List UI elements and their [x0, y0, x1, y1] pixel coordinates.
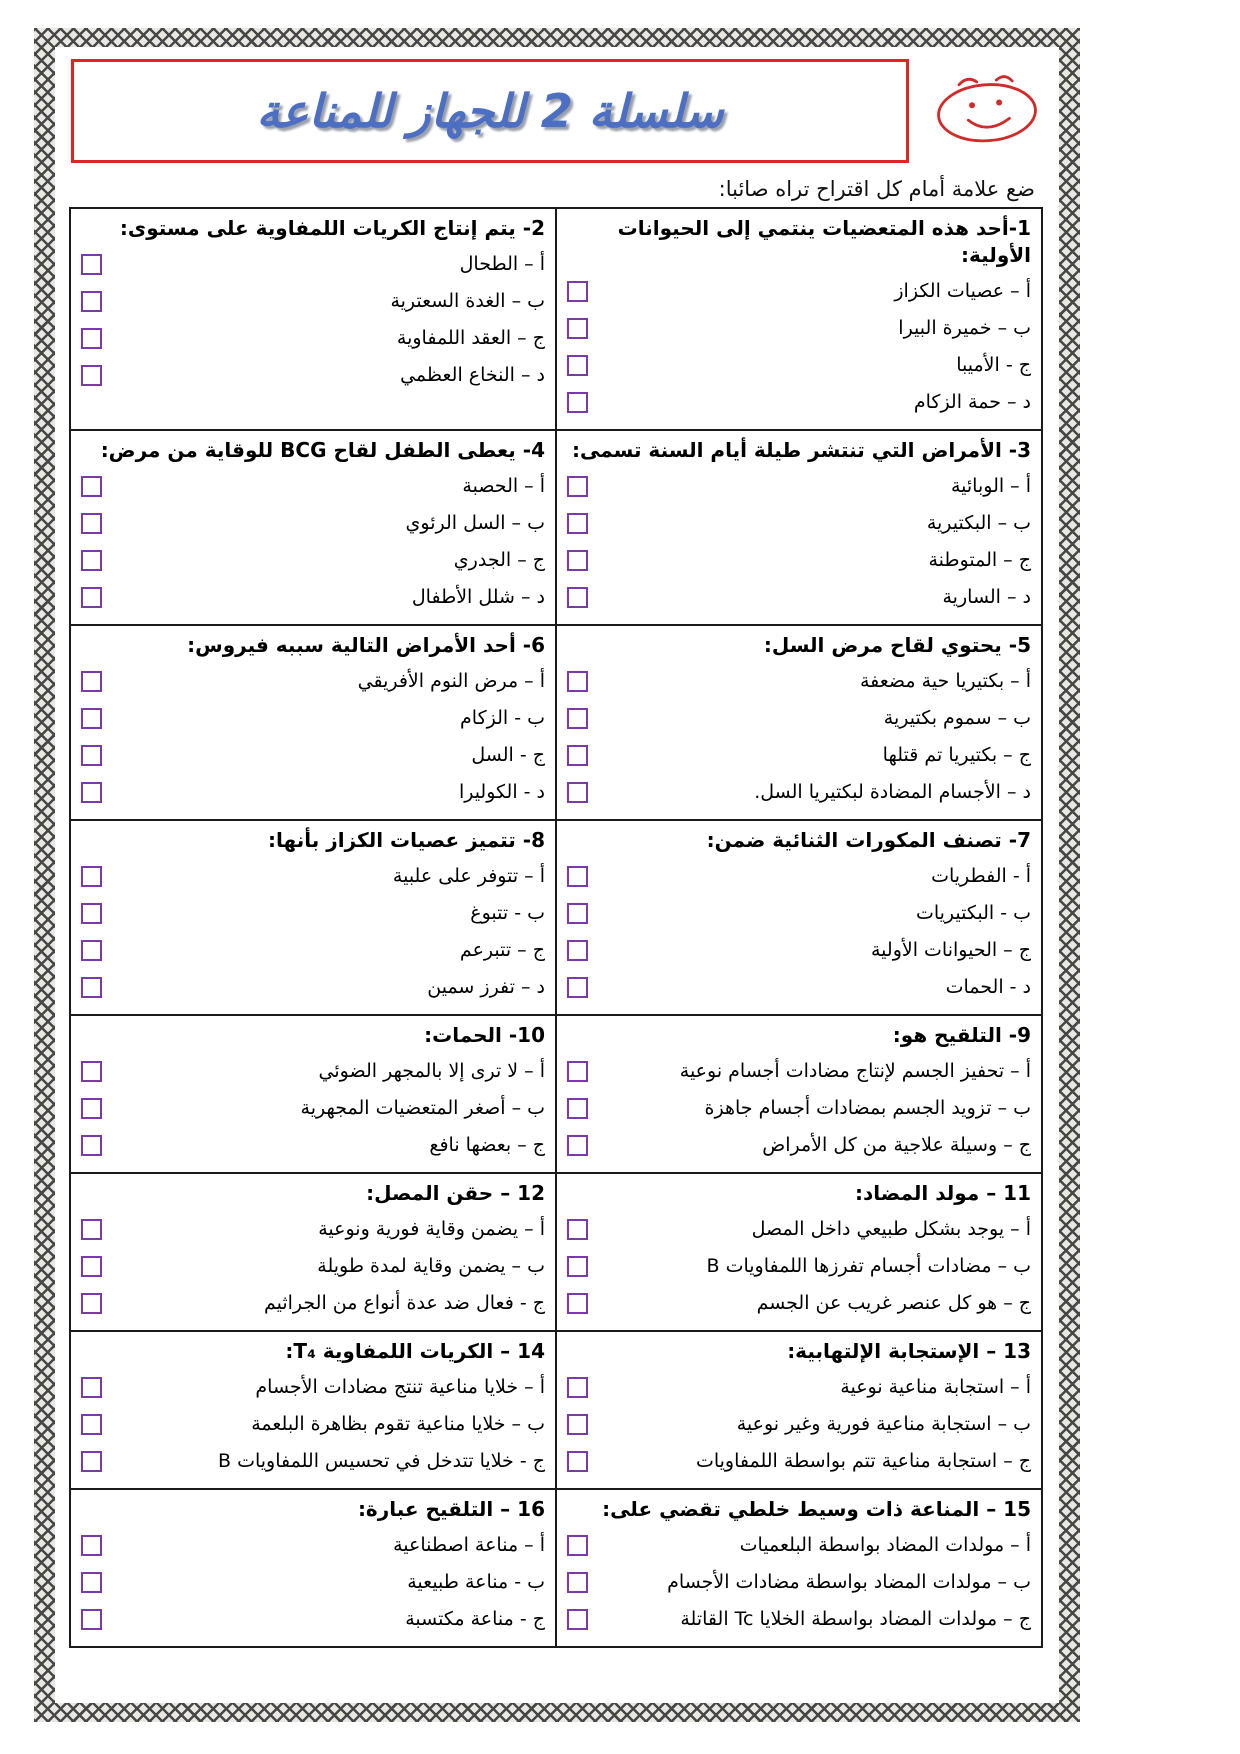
- option-row: [79, 505, 547, 542]
- option-row: [79, 737, 547, 774]
- option-row: [79, 1369, 547, 1406]
- smiley-doodle-icon: [931, 67, 1043, 151]
- question-cell: [556, 1173, 1042, 1331]
- answer-checkbox[interactable]: [81, 1098, 102, 1119]
- option-label: ج – المتوطنة: [928, 549, 1031, 572]
- question-cell: [70, 1015, 556, 1173]
- option-label: ب - تتبوغ: [470, 902, 545, 925]
- answer-checkbox[interactable]: [567, 1535, 588, 1556]
- option-label: ج – هو كل عنصر غريب عن الجسم: [756, 1292, 1031, 1315]
- option-label: ب – مولدات المضاد بواسطة مضادات الأجسام: [667, 1571, 1031, 1594]
- question-row: [70, 625, 1042, 820]
- option-label: ج – بعضها نافع: [429, 1134, 545, 1157]
- question-cell: [70, 1489, 556, 1647]
- option-row: [79, 1053, 547, 1090]
- option-row: [565, 663, 1033, 700]
- question-row: [70, 208, 1042, 430]
- option-row: [565, 384, 1033, 421]
- question-row: [70, 820, 1042, 1015]
- question-cell: [556, 208, 1042, 430]
- question-row: [70, 1331, 1042, 1489]
- answer-checkbox[interactable]: [567, 550, 588, 571]
- option-label: أ – خلايا مناعية تنتج مضادات الأجسام: [255, 1376, 545, 1399]
- option-row: [79, 700, 547, 737]
- option-row: [565, 1601, 1033, 1638]
- option-label: ب – تزويد الجسم بمضادات أجسام جاهزة: [704, 1097, 1031, 1120]
- option-row: [565, 1248, 1033, 1285]
- answer-checkbox[interactable]: [81, 782, 102, 803]
- answer-checkbox[interactable]: [567, 1098, 588, 1119]
- answer-checkbox[interactable]: [81, 977, 102, 998]
- question-title: 11 – مولد المضاد:: [855, 1181, 1031, 1205]
- answer-checkbox[interactable]: [81, 1414, 102, 1435]
- answer-checkbox[interactable]: [81, 1219, 102, 1240]
- option-label: ب – خلايا مناعية تقوم بظاهرة البلعمة: [251, 1413, 545, 1436]
- option-row: [79, 1248, 547, 1285]
- option-row: [79, 774, 547, 811]
- answer-checkbox[interactable]: [567, 392, 588, 413]
- question-cell: [556, 625, 1042, 820]
- answer-checkbox[interactable]: [81, 903, 102, 924]
- option-label: أ – يوجد بشكل طبيعي داخل المصل: [751, 1218, 1031, 1241]
- answer-checkbox[interactable]: [567, 1135, 588, 1156]
- option-row: [565, 895, 1033, 932]
- answer-checkbox[interactable]: [81, 328, 102, 349]
- question-title: 9- التلقيح هو:: [892, 1023, 1031, 1047]
- option-label: ب – البكتيرية: [926, 512, 1031, 535]
- answer-checkbox[interactable]: [567, 1414, 588, 1435]
- question-row: [70, 1173, 1042, 1331]
- option-row: [79, 468, 547, 505]
- option-row: [79, 1285, 547, 1322]
- option-row: [565, 347, 1033, 384]
- question-title: 13 – الإستجابة الإلتهابية:: [787, 1339, 1031, 1363]
- option-label: ج - خلايا تتدخل في تحسيس اللمفاويات B: [218, 1450, 545, 1473]
- answer-checkbox[interactable]: [81, 365, 102, 386]
- answer-checkbox[interactable]: [567, 1451, 588, 1472]
- question-cell: [70, 1331, 556, 1489]
- answer-checkbox[interactable]: [81, 866, 102, 887]
- option-label: أ – مناعة اصطناعية: [393, 1534, 545, 1557]
- header: [69, 59, 1043, 163]
- option-row: [79, 858, 547, 895]
- answer-checkbox[interactable]: [81, 708, 102, 729]
- option-label: ب – أصغر المتعضيات المجهرية: [300, 1097, 545, 1120]
- answer-checkbox[interactable]: [81, 745, 102, 766]
- option-row: [79, 542, 547, 579]
- option-row: [79, 283, 547, 320]
- worksheet-page: [55, 47, 1059, 1703]
- option-row: [79, 1564, 547, 1601]
- question-title: 10- الحمات:: [424, 1023, 545, 1047]
- option-label: ب – خميرة البيرا: [898, 317, 1031, 340]
- answer-checkbox[interactable]: [81, 1293, 102, 1314]
- option-label: أ – عصيات الكزاز: [894, 280, 1031, 303]
- option-row: [79, 1211, 547, 1248]
- answer-checkbox[interactable]: [567, 476, 588, 497]
- option-label: أ – مولدات المضاد بواسطة البلعميات: [739, 1534, 1031, 1557]
- answer-checkbox[interactable]: [567, 1061, 588, 1082]
- answer-checkbox[interactable]: [567, 513, 588, 534]
- option-row: [565, 1527, 1033, 1564]
- option-label: د – السارية: [942, 586, 1031, 609]
- question-cell: [70, 208, 556, 430]
- question-cell: [556, 430, 1042, 625]
- question-title: 1-أحد هذه المتعضيات ينتمي إلى الحيوانات الأولية:: [617, 216, 1031, 267]
- question-cell: [556, 1331, 1042, 1489]
- question-title: 8- تتميز عصيات الكزاز بأنها:: [268, 828, 545, 852]
- answer-checkbox[interactable]: [567, 903, 588, 924]
- question-cell: [70, 1173, 556, 1331]
- option-row: [79, 1406, 547, 1443]
- answer-checkbox[interactable]: [567, 1256, 588, 1277]
- answer-checkbox[interactable]: [567, 708, 588, 729]
- option-row: [565, 1285, 1033, 1322]
- option-label: أ – الوبائية: [950, 475, 1031, 498]
- option-label: ج - السل: [471, 744, 545, 767]
- option-row: [79, 579, 547, 616]
- option-label: أ – تحفيز الجسم لإنتاج مضادات أجسام نوعية: [679, 1060, 1031, 1083]
- option-label: أ – لا ترى إلا بالمجهر الضوئي: [318, 1060, 545, 1083]
- option-row: [79, 969, 547, 1006]
- question-title: 2- يتم إنتاج الكريات اللمفاوية على مستوى:: [119, 216, 545, 240]
- option-row: [79, 1443, 547, 1480]
- option-label: ج - الأميبا: [956, 354, 1031, 377]
- answer-checkbox[interactable]: [567, 281, 588, 302]
- option-label: أ – مرض النوم الأفريقي: [357, 670, 545, 693]
- answer-checkbox[interactable]: [567, 745, 588, 766]
- question-row: [70, 430, 1042, 625]
- option-row: [79, 320, 547, 357]
- answer-checkbox[interactable]: [81, 550, 102, 571]
- option-label: ج – الجدري: [453, 549, 545, 572]
- option-row: [565, 1211, 1033, 1248]
- question-title: 6- أحد الأمراض التالية سببه فيروس:: [187, 633, 545, 657]
- title-box: [71, 59, 909, 163]
- option-label: ج – الحيوانات الأولية: [870, 939, 1031, 962]
- option-label: ج – العقد اللمفاوية: [396, 327, 545, 350]
- question-row: [70, 1489, 1042, 1647]
- answer-checkbox[interactable]: [81, 1377, 102, 1398]
- option-label: أ – الطحال: [459, 253, 545, 276]
- option-row: [565, 774, 1033, 811]
- option-row: [565, 1369, 1033, 1406]
- option-row: [565, 1443, 1033, 1480]
- option-label: ب – استجابة مناعية فورية وغير نوعية: [736, 1413, 1031, 1436]
- answer-checkbox[interactable]: [567, 1609, 588, 1630]
- question-cell: [556, 1489, 1042, 1647]
- option-row: [79, 1090, 547, 1127]
- answer-checkbox[interactable]: [81, 1451, 102, 1472]
- answer-checkbox[interactable]: [81, 1572, 102, 1593]
- answer-checkbox[interactable]: [81, 476, 102, 497]
- answer-checkbox[interactable]: [567, 782, 588, 803]
- option-row: [565, 542, 1033, 579]
- option-row: [565, 310, 1033, 347]
- option-row: [565, 969, 1033, 1006]
- question-title: 3- الأمراض التي تنتشر طيلة أيام السنة تسمى:: [571, 438, 1031, 462]
- answer-checkbox[interactable]: [567, 355, 588, 376]
- answer-checkbox[interactable]: [81, 1061, 102, 1082]
- option-label: د - الكوليرا: [458, 781, 545, 804]
- answer-checkbox[interactable]: [81, 1135, 102, 1156]
- option-row: [565, 505, 1033, 542]
- option-label: د – حمة الزكام: [913, 391, 1031, 414]
- option-row: [79, 1527, 547, 1564]
- answer-checkbox[interactable]: [567, 1377, 588, 1398]
- question-title: 14 – الكريات اللمفاوية T₄:: [285, 1339, 545, 1363]
- option-label: ب – يضمن وقاية لمدة طويلة: [317, 1255, 545, 1278]
- page-title: سلسلة 2 للجهاز للمناعة: [256, 84, 724, 138]
- option-label: أ – استجابة مناعية نوعية: [840, 1376, 1031, 1399]
- option-label: ب - مناعة طبيعية: [407, 1571, 545, 1594]
- option-row: [79, 1601, 547, 1638]
- option-label: أ – بكتيريا حية مضعفة: [859, 670, 1031, 693]
- option-label: ب - البكتيريات: [915, 902, 1031, 925]
- question-row: [70, 1015, 1042, 1173]
- answer-checkbox[interactable]: [567, 318, 588, 339]
- option-label: أ – الحصبة: [462, 475, 545, 498]
- option-label: أ – تتوفر على علبية: [392, 865, 545, 888]
- option-label: أ – يضمن وقاية فورية ونوعية: [318, 1218, 545, 1241]
- option-row: [565, 1406, 1033, 1443]
- option-label: ج – استجابة مناعية تتم بواسطة اللمفاويات: [695, 1450, 1031, 1473]
- option-label: ج - فعال ضد عدة أنواع من الجراثيم: [263, 1292, 545, 1315]
- questions-table: [69, 207, 1043, 1648]
- option-row: [565, 932, 1033, 969]
- answer-checkbox[interactable]: [567, 671, 588, 692]
- option-row: [565, 579, 1033, 616]
- option-row: [79, 895, 547, 932]
- answer-checkbox[interactable]: [81, 940, 102, 961]
- questions-table-body: [70, 208, 1042, 1647]
- question-title: 12 – حقن المصل:: [366, 1181, 545, 1205]
- option-row: [565, 737, 1033, 774]
- question-title: 4- يعطى الطفل لقاح BCG للوقاية من مرض:: [100, 438, 545, 462]
- answer-checkbox[interactable]: [567, 940, 588, 961]
- question-cell: [70, 820, 556, 1015]
- option-label: ب – السل الرئوي: [405, 512, 545, 535]
- option-row: [565, 1090, 1033, 1127]
- option-row: [79, 663, 547, 700]
- option-label: ج – تتبرعم: [459, 939, 545, 962]
- question-title: 5- يحتوي لقاح مرض السل:: [763, 633, 1031, 657]
- answer-checkbox[interactable]: [567, 587, 588, 608]
- option-row: [79, 246, 547, 283]
- question-title: 16 – التلقيح عبارة:: [357, 1497, 545, 1521]
- option-label: د – تفرز سمين: [427, 976, 545, 999]
- option-row: [565, 858, 1033, 895]
- option-label: د – الأجسام المضادة لبكتيريا السل.: [754, 781, 1031, 804]
- option-label: ج – بكتيريا تم قتلها: [882, 744, 1031, 767]
- answer-checkbox[interactable]: [81, 671, 102, 692]
- option-row: [565, 468, 1033, 505]
- answer-checkbox[interactable]: [81, 291, 102, 312]
- option-row: [79, 1127, 547, 1164]
- option-row: [565, 1053, 1033, 1090]
- option-row: [565, 273, 1033, 310]
- answer-checkbox[interactable]: [567, 977, 588, 998]
- answer-checkbox[interactable]: [567, 1572, 588, 1593]
- answer-checkbox[interactable]: [81, 1535, 102, 1556]
- option-label: ب – سموم بكتيرية: [883, 707, 1031, 730]
- option-label: ج – وسيلة علاجية من كل الأمراض: [762, 1134, 1031, 1157]
- question-cell: [70, 625, 556, 820]
- option-label: ج – مولدات المضاد بواسطة الخلايا Tc القاتلة: [680, 1608, 1031, 1631]
- option-label: ب – الغدة السعترية: [390, 290, 545, 313]
- question-title: 15 – المناعة ذات وسيط خلطي تقضي على:: [602, 1497, 1031, 1521]
- answer-checkbox[interactable]: [567, 1219, 588, 1240]
- question-cell: [556, 820, 1042, 1015]
- option-label: ج - مناعة مكتسبة: [405, 1608, 545, 1631]
- option-row: [565, 1127, 1033, 1164]
- answer-checkbox[interactable]: [567, 1293, 588, 1314]
- question-cell: [556, 1015, 1042, 1173]
- option-label: ب – مضادات أجسام تفرزها اللمفاويات B: [706, 1255, 1031, 1278]
- option-row: [79, 357, 547, 394]
- answer-checkbox[interactable]: [81, 1609, 102, 1630]
- option-row: [565, 700, 1033, 737]
- answer-checkbox[interactable]: [81, 513, 102, 534]
- answer-checkbox[interactable]: [81, 1256, 102, 1277]
- question-title: 7- تصنف المكورات الثنائية ضمن:: [706, 828, 1031, 852]
- option-label: د – النخاع العظمي: [400, 364, 545, 387]
- decorative-border-frame: [34, 28, 1080, 1722]
- option-label: ب - الزكام: [460, 707, 545, 730]
- answer-checkbox[interactable]: [81, 254, 102, 275]
- option-label: د - الحمات: [945, 976, 1031, 999]
- option-row: [565, 1564, 1033, 1601]
- question-cell: [70, 430, 556, 625]
- option-row: [79, 932, 547, 969]
- answer-checkbox[interactable]: [81, 587, 102, 608]
- answer-checkbox[interactable]: [567, 866, 588, 887]
- instruction-text: ضع علامة أمام كل اقتراح تراه صائبا:: [718, 177, 1035, 201]
- option-label: د – شلل الأطفال: [411, 586, 545, 609]
- option-label: أ - الفطريات: [931, 865, 1031, 888]
